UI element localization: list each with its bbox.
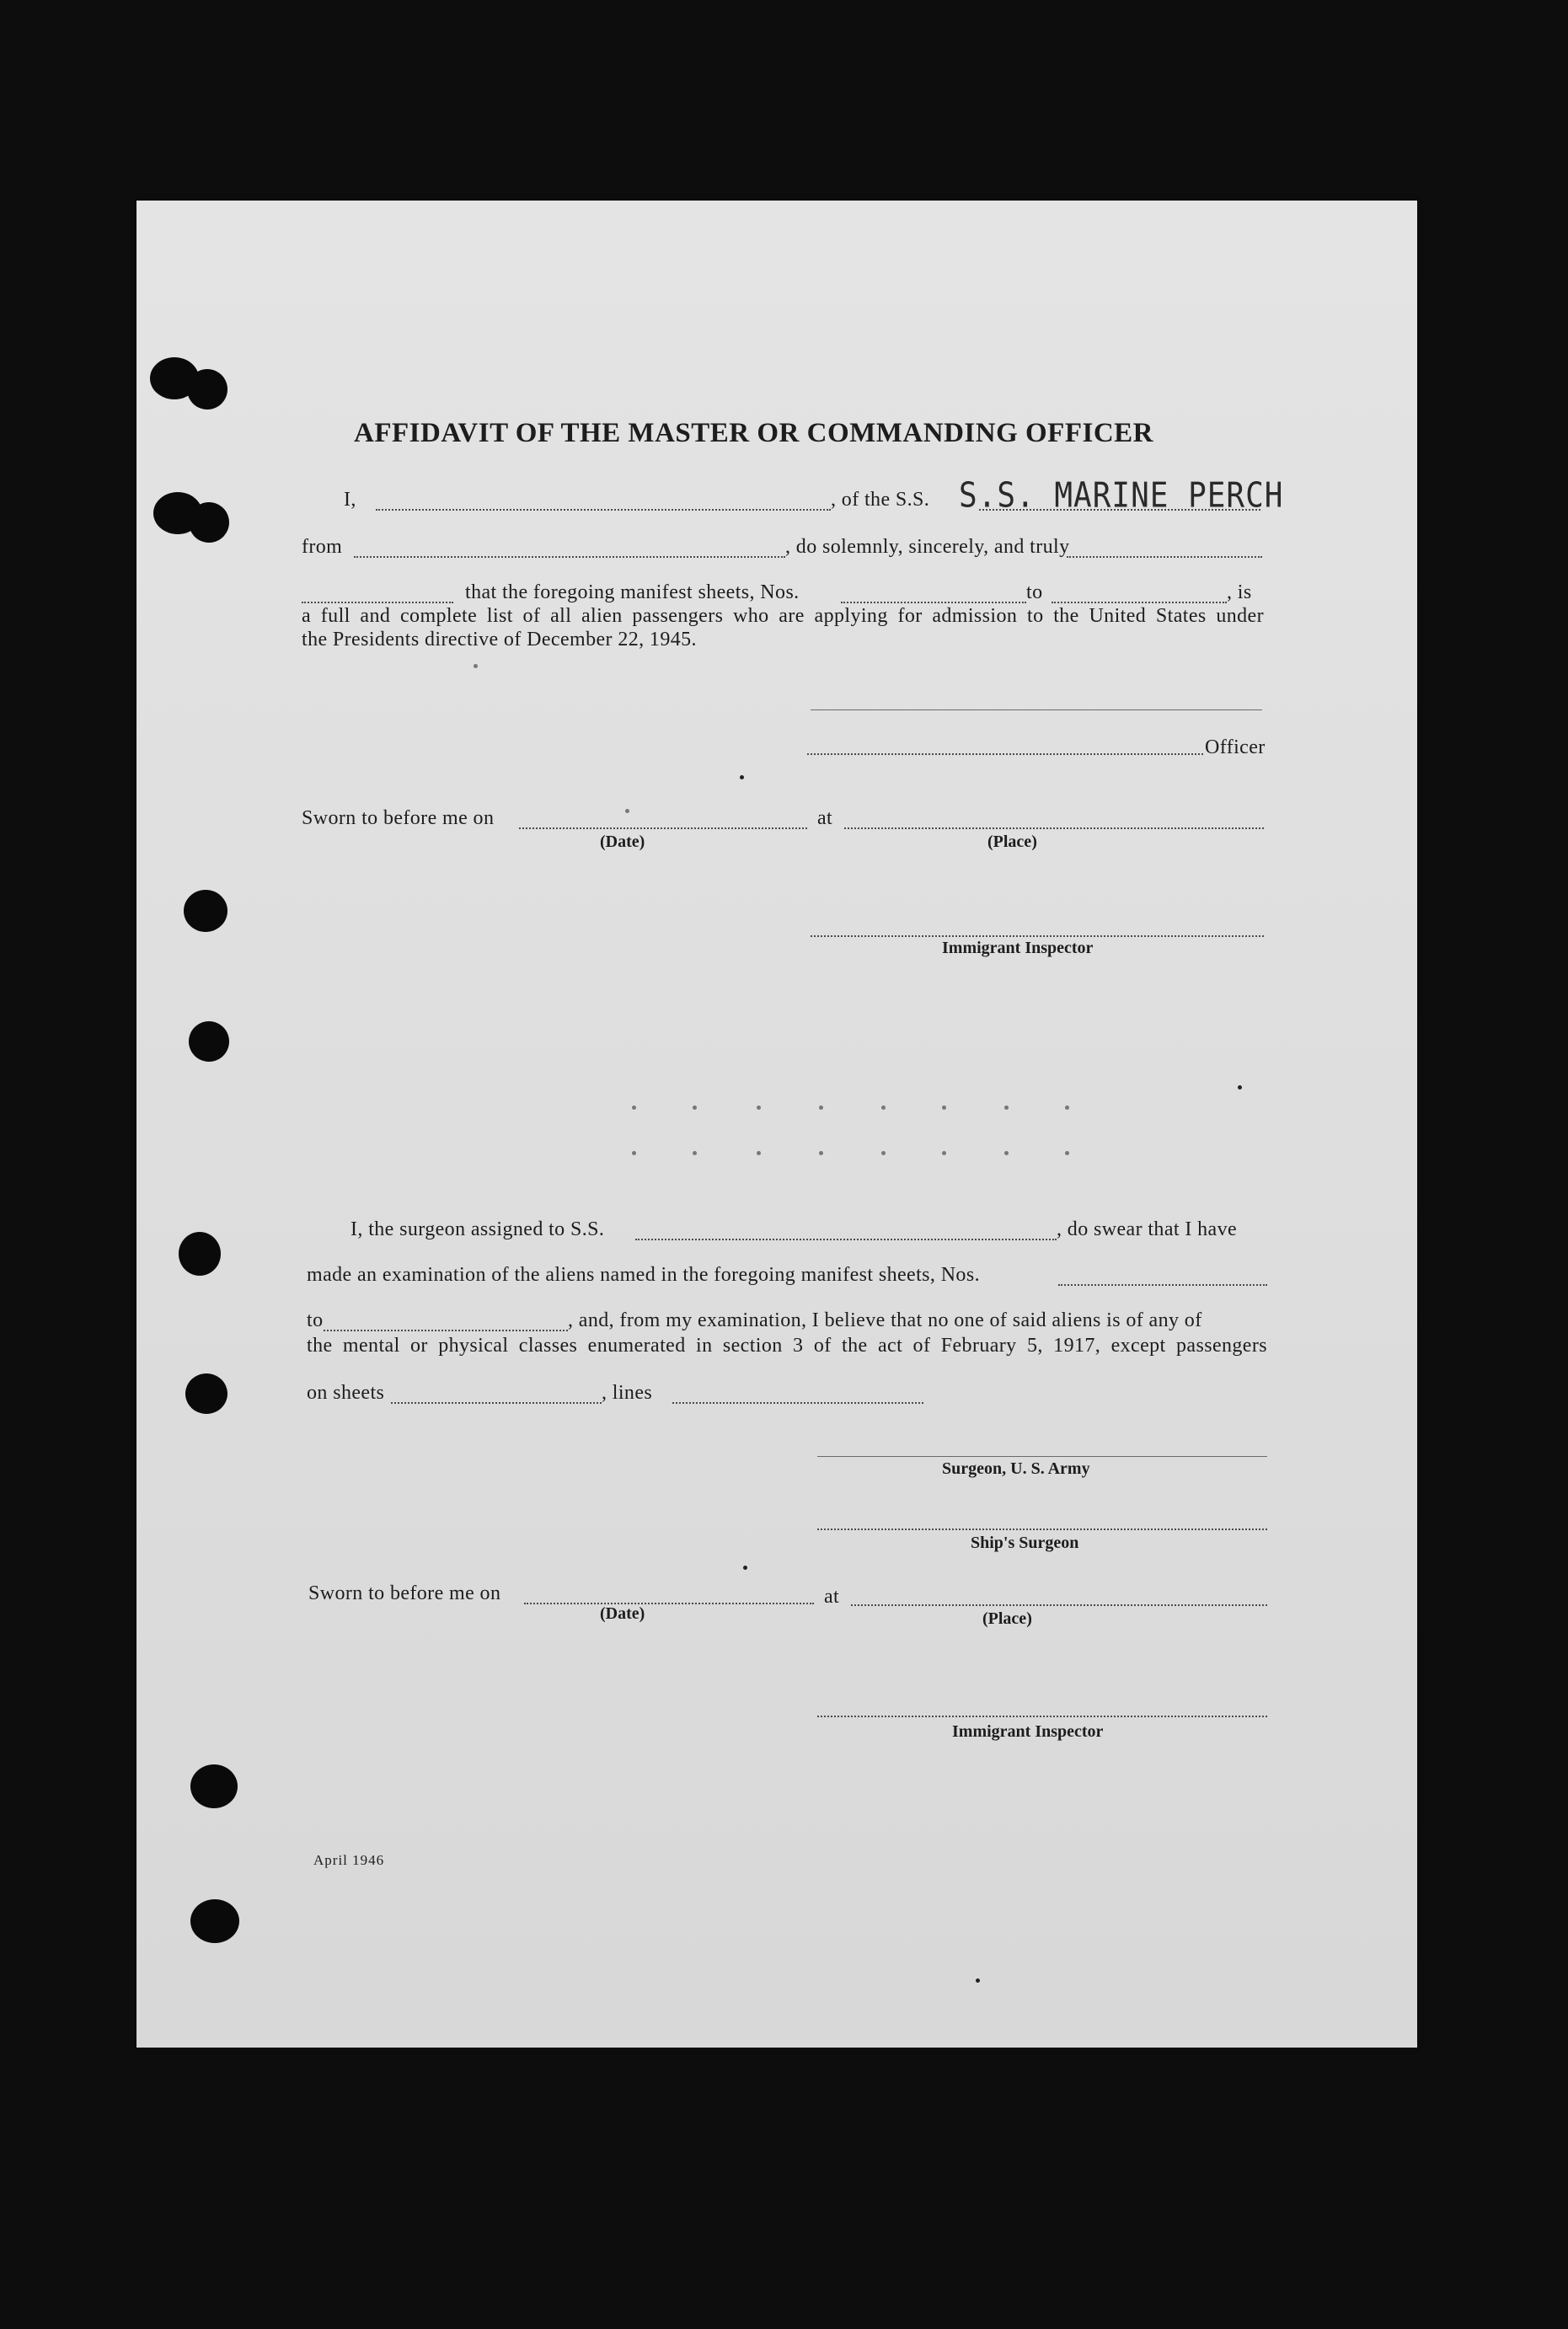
master-name-blank[interactable] [376,509,831,511]
surgeon-sworn-label: Sworn to before me on [308,1582,501,1604]
punch-hole [190,1899,239,1943]
foregoing-sheets-label: that the foregoing manifest sheets, Nos. [465,581,800,603]
punch-hole [189,502,229,543]
master-place-caption: (Place) [987,833,1037,851]
sheets-to-blank[interactable] [1052,602,1227,603]
surgeon-place-caption: (Place) [982,1609,1032,1628]
surgeon-sheets-to-blank[interactable] [324,1330,568,1331]
directive-text: the Presidents directive of December 22, 1945. [302,629,697,651]
master-sworn-place-blank[interactable] [844,827,1264,829]
punch-hole [187,369,227,410]
army-surgeon-label: Surgeon, U. S. Army [942,1459,1090,1478]
solemnly-label: , do solemnly, sincerely, and truly [785,536,1070,558]
master-i-label: I, [344,489,356,511]
footer-date: April 1946 [313,1852,385,1868]
punch-hole [189,1021,229,1062]
master-inspector-label: Immigrant Inspector [942,939,1094,957]
sheets-from-blank[interactable] [841,602,1026,603]
punch-hole [185,1373,227,1414]
surgeon-lines-blank[interactable] [672,1402,923,1404]
surgeon-intro-label: I, the surgeon assigned to S.S. [351,1218,605,1240]
surgeon-sworn-date-blank[interactable] [524,1603,814,1604]
master-sworn-label: Sworn to before me on [302,807,495,829]
surgeon-on-sheets-label: on sheets [307,1382,385,1404]
surgeon-lines-label: , lines [602,1382,653,1404]
surgeon-ship-blank[interactable] [635,1239,1057,1240]
affidavit-page [136,201,1417,2048]
form-title: AFFIDAVIT OF THE MASTER OR COMMANDING OFFICER [354,418,1153,448]
surgeon-date-caption: (Date) [600,1604,645,1623]
surgeon-at-label: at [824,1586,840,1608]
master-sworn-date-blank[interactable] [519,827,807,829]
officer-signature-line[interactable] [807,753,1203,755]
surgeon-exam-label: made an examination of the aliens named in the foregoing manifest sheets, Nos. [307,1264,980,1286]
punch-hole [179,1232,221,1276]
surgeon-inspector-line[interactable] [817,1716,1267,1717]
truly-blank[interactable] [1067,556,1262,558]
surgeon-inspector-label: Immigrant Inspector [952,1722,1104,1741]
master-inspector-line[interactable] [811,935,1264,937]
surgeon-sheets-from-blank[interactable] [1058,1284,1267,1286]
from-blank[interactable] [354,556,785,558]
surgeon-sworn-place-blank[interactable] [851,1604,1267,1606]
is-label: , is [1227,581,1252,603]
surgeon-classes-text: the mental or physical classes enumerated in section 3 of the act of February 5, 1917, except passengers [307,1335,1267,1357]
surgeon-on-sheets-blank[interactable] [391,1402,602,1404]
from-label: from [302,536,343,558]
surgeon-to-label: to [307,1309,324,1331]
master-of-ss-label: , of the S.S. [831,489,930,511]
ships-surgeon-label: Ship's Surgeon [971,1534,1079,1552]
master-date-caption: (Date) [600,833,645,851]
full-list-text: a full and complete list of all alien passengers who are applying for admission to the United States under [302,605,1264,627]
affirm-blank[interactable] [302,602,453,603]
ships-surgeon-signature-line[interactable] [817,1529,1267,1530]
officer-label: Officer [1205,736,1266,758]
ship-name-stamp: S.S. MARINE PERCH [959,475,1284,517]
punch-hole [184,890,227,932]
army-surgeon-signature-line[interactable] [817,1456,1267,1457]
sheets-to-label: to [1026,581,1043,603]
master-signature-line[interactable] [811,709,1262,710]
punch-hole [190,1764,238,1808]
surgeon-belief-text: , and, from my examination, I believe that no one of said aliens is of any of [568,1309,1202,1331]
surgeon-swear-label: , do swear that I have [1057,1218,1238,1240]
master-at-label: at [817,807,833,829]
